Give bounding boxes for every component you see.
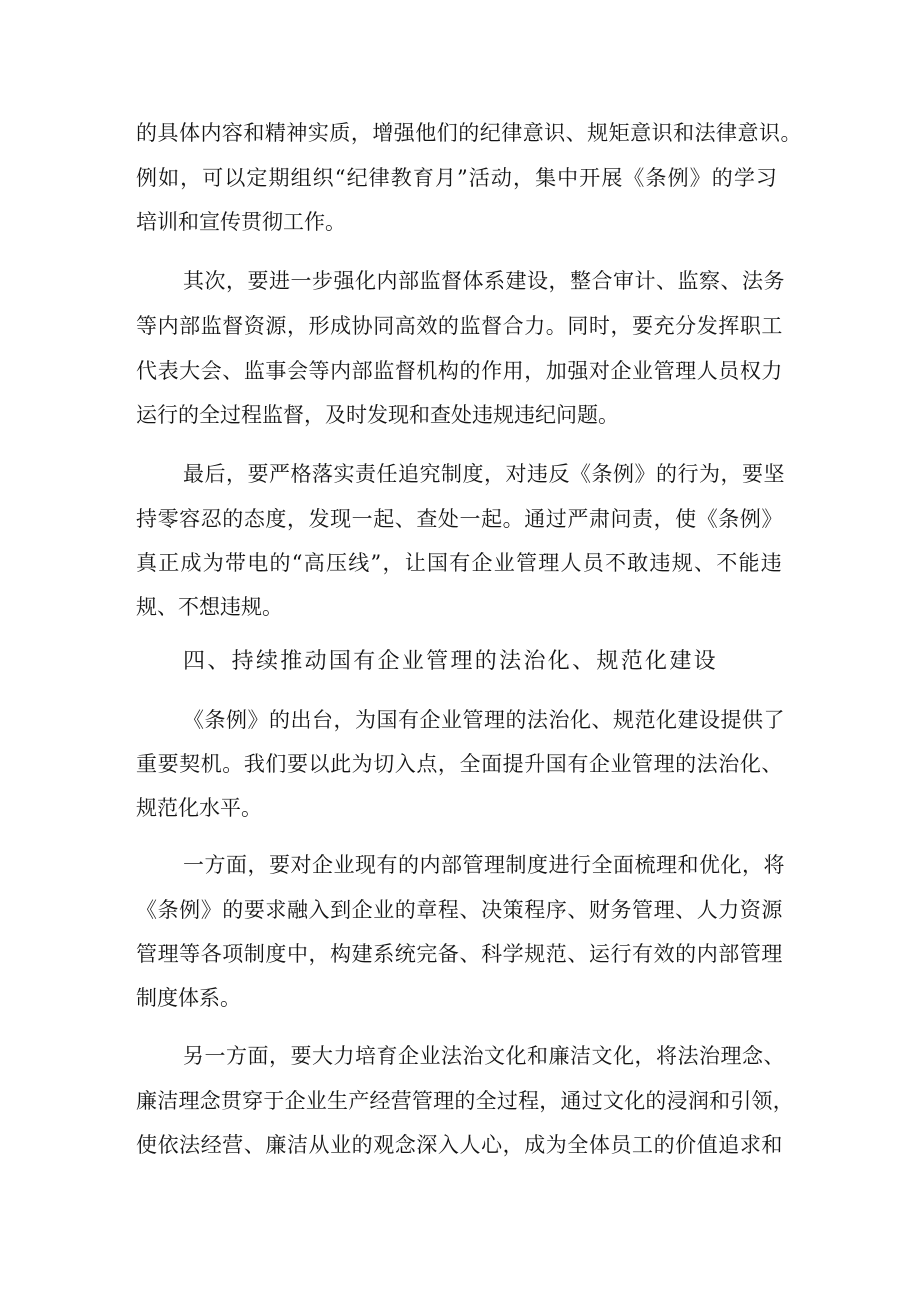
text-line: 其次，要进一步强化内部监督体系建设，整合审计、监察、法务 [183, 269, 785, 293]
text-line: 最后，要严格落实责任追究制度，对违反《条例》的行为，要坚 [183, 462, 785, 486]
text-line: 运行的全过程监督，及时发现和查处违规违纪问题。 [136, 403, 619, 427]
text-line: 规范化水平。 [136, 796, 262, 820]
text-line: 等内部监督资源，形成协同高效的监督合力。同时，要充分发挥职工 [136, 314, 783, 338]
text-line: 《条例》的要求融入到企业的章程、决策程序、财务管理、人力资源 [136, 898, 783, 922]
text-line: 重要契机。我们要以此为切入点，全面提升国有企业管理的法治化、 [136, 752, 783, 776]
text-line: 的具体内容和精神实质，增强他们的纪律意识、规矩意识和法律意识。 [136, 121, 802, 145]
text-line: 培训和宣传贯彻工作。 [136, 210, 346, 234]
text-line: 一方面，要对企业现有的内部管理制度进行全面梳理和优化，将 [183, 853, 785, 877]
text-line: 《条例》的出台，为国有企业管理的法治化、规范化建设提供了 [183, 708, 785, 732]
text-line: 代表大会、监事会等内部监督机构的作用，加强对企业管理人员权力 [136, 359, 783, 383]
text-line: 例如，可以定期组织“纪律教育月”活动，集中开展《条例》的学习 [136, 166, 778, 190]
section-heading: 四、持续推动国有企业管理的法治化、规范化建设 [183, 649, 718, 674]
text-line: 规、不想违规。 [136, 595, 283, 619]
text-line: 制度体系。 [136, 986, 241, 1010]
text-line: 真正成为带电的“高压线”，让国有企业管理人员不敢违规、不能违 [136, 551, 783, 575]
text-line: 持零容忍的态度，发现一起、查处一起。通过严肃问责，使《条例》 [136, 507, 783, 531]
text-line: 使依法经营、廉洁从业的观念深入人心，成为全体员工的价值追求和 [136, 1133, 783, 1157]
text-line: 管理等各项制度中，构建系统完备、科学规范、运行有效的内部管理 [136, 942, 783, 966]
text-line: 廉洁理念贯穿于企业生产经营管理的全过程，通过文化的浸润和引领， [136, 1089, 794, 1113]
text-line: 另一方面，要大力培育企业法治文化和廉洁文化，将法治理念、 [183, 1044, 785, 1068]
